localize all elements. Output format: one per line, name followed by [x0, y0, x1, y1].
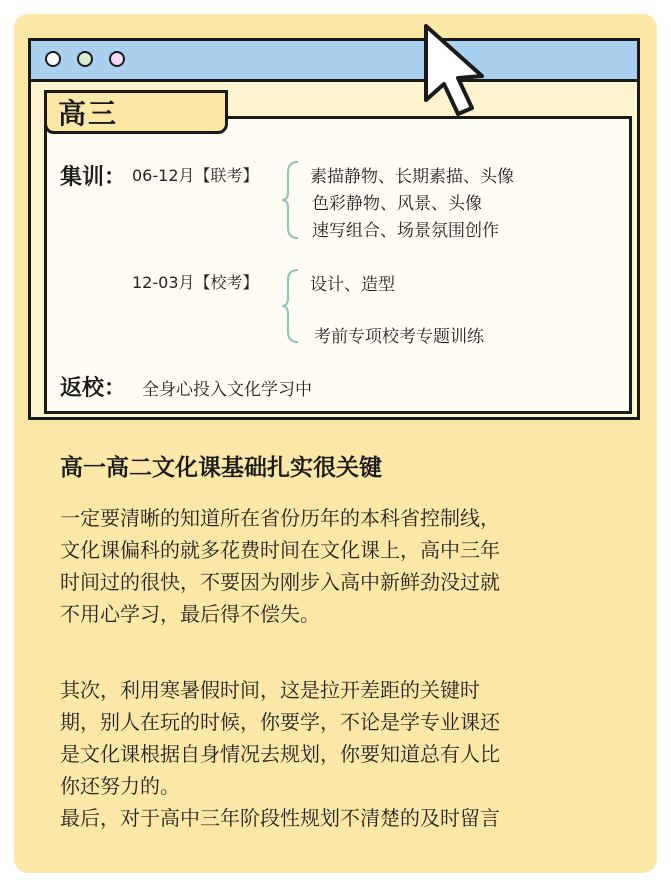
window-dot-icon: [77, 51, 93, 67]
period-label: 12-03月【校考】: [132, 273, 259, 292]
mouse-cursor-icon: [418, 20, 498, 120]
list-item: 考前专项校考专题训练: [314, 327, 484, 347]
paragraph-line: 不用心学习，最后得不偿失。: [60, 602, 320, 626]
paragraph-1: [60, 502, 620, 630]
list-item: 速写组合、场景氛围创作: [312, 221, 499, 241]
brace-icon: [282, 160, 302, 240]
window-dot-icon: [45, 51, 61, 67]
paragraph-line: 文化课偏科的就多花费时间在文化课上，高中三年: [60, 538, 500, 562]
brace-icon: [282, 268, 302, 344]
paragraph-line: 一定要清晰的知道所在省份历年的本科省控制线，: [60, 506, 500, 530]
paragraph-line: 你还努力的。: [60, 774, 180, 798]
window-titlebar: [31, 41, 637, 82]
window-content: [44, 116, 632, 414]
paragraph-line: 时间过的很快，不要因为刚步入高中新鲜劲没过就: [60, 570, 500, 594]
list-item: 色彩静物、风景、头像: [312, 194, 482, 214]
paragraph-2: [60, 674, 620, 834]
return-label: 返校：: [60, 376, 127, 401]
return-text: 全身心投入文化学习中: [142, 380, 312, 400]
paragraph-line: 是文化课根据自身情况去规划，你要知道总有人比: [60, 742, 500, 766]
list-item: 设计、造型: [310, 275, 395, 295]
article-heading: 高一高二文化课基础扎实很关键: [60, 455, 382, 481]
training-label: 集训：: [60, 165, 127, 190]
paragraph-line: 最后，对于高中三年阶段性规划不清楚的及时留言: [60, 806, 500, 830]
paragraph-line: 其次，利用寒暑假时间，这是拉开差距的关键时: [60, 678, 480, 702]
window-dot-icon: [109, 51, 125, 67]
paragraph-line: 期，别人在玩的时候，你要学，不论是学专业课还: [60, 710, 500, 734]
tab-title: 高三: [58, 97, 119, 130]
period-label: 06-12月【联考】: [132, 166, 259, 185]
list-item: 素描静物、长期素描、头像: [310, 167, 514, 187]
